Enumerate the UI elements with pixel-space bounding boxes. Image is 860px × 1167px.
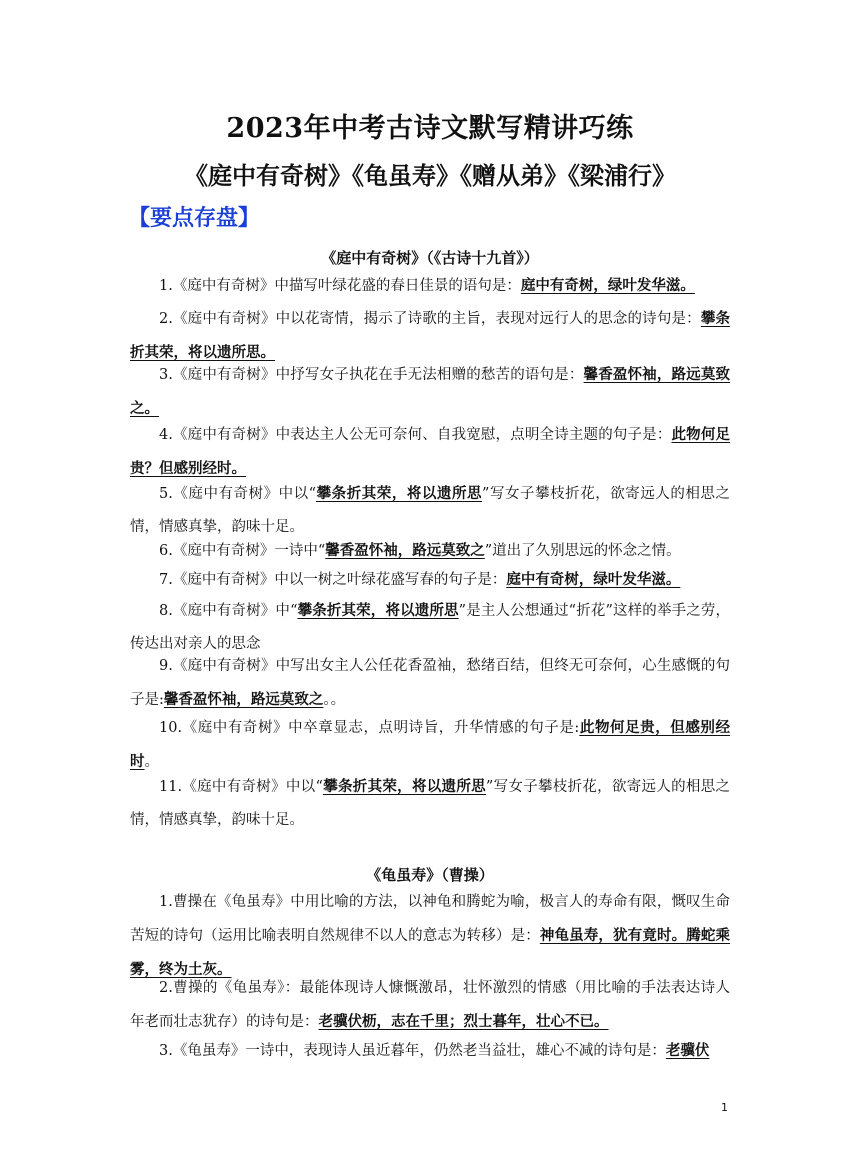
page-title: 2023年中考古诗文默写精讲巧练: [226, 113, 634, 144]
section-heading: 《龟虽寿》（曹操）: [366, 866, 494, 884]
item-answer: 此物何足贵，但感别经时: [130, 719, 730, 770]
item-answer: 神龟虽寿，犹有竟时。腾蛇乘雾，终为土灰。: [130, 927, 731, 978]
item-text: 5.《庭中有奇树》中以“: [159, 486, 317, 502]
item-text: 2.《庭中有奇树》中以花寄情，揭示了诗歌的主旨，表现对远行人的思念的诗句是：: [159, 311, 701, 327]
item-text: 8.《庭中有奇树》中“: [159, 603, 298, 619]
page-number: 1: [721, 1101, 728, 1114]
item-text: 2.曹操的《龟虽寿》：最能体现诗人慷慨激昂，壮怀激烈的情感（用比喻的手法表达诗人年老而壮志犹存）的诗句是：: [130, 980, 730, 1030]
item-text: 6.《庭中有奇树》一诗中“: [159, 543, 326, 559]
item-answer: 馨香盈怀袖，路远莫致之。: [130, 366, 730, 417]
item-answer: 攀条折其荣，将以遗所思: [322, 778, 486, 795]
list-item: [130, 650, 730, 717]
item-text: ”道出了久别思远的怀念之情。: [484, 543, 681, 559]
item-text: ”写女子攀枝折花，欲寄远人的相思之情，情感真挚，韵味十足。: [130, 486, 731, 535]
item-answer: 攀条折其荣，将以遗所思: [316, 485, 483, 502]
list-item: [130, 269, 730, 303]
item-text: 。。: [323, 692, 346, 708]
list-item: [130, 972, 730, 1039]
item-answer: 老骥伏枥，志在千里；烈士暮年，壮心不已。: [318, 1013, 609, 1030]
item-text: 10.《庭中有奇树》中卒章显志，点明诗旨，升华情感的句子是:: [159, 720, 580, 736]
item-text: 3.《龟虽寿》一诗中，表现诗人虽近暮年，仍然老当益壮，雄心不减的诗句是：: [159, 1043, 666, 1059]
item-text: 11.《庭中有奇树》中以“: [159, 779, 323, 795]
key-points-label: 【要点存盘】: [128, 206, 261, 231]
item-text: 。: [144, 754, 159, 770]
list-item: [130, 711, 730, 779]
item-answer: 庭中有奇树，绿叶发华滋。: [506, 571, 681, 588]
item-text: 7.《庭中有奇树》中以一树之叶绿花盛写春的句子是：: [159, 572, 507, 588]
list-item: [130, 358, 730, 426]
list-item: [130, 563, 730, 597]
item-text: ”是主人公想通过“折花”这样的举手之劳，传达出对亲人的思念: [130, 603, 730, 652]
item-answer: 馨香盈怀袖，路远莫致之: [325, 542, 485, 559]
item-answer: 庭中有奇树，绿叶发华滋。: [520, 277, 695, 294]
item-answer: 攀条折其荣，将以遗所思: [297, 602, 459, 619]
item-answer: 馨香盈怀袖，路远莫致之: [163, 691, 324, 708]
item-text: 9.《庭中有奇树》中写出女主人公任花香盈袖，愁绪百结，但终无可奈何，心生感慨的句子是:: [130, 658, 730, 708]
item-answer: 攀条折其荣，将以遗所思。: [130, 310, 730, 361]
item-text: ”写女子攀枝折花，欲寄远人的相思之情，情感真挚，韵味十足。: [130, 779, 731, 828]
item-text: 4.《庭中有奇树》中表达主人公无可奈何、自我宽慰，点明全诗主题的句子是：: [159, 427, 672, 443]
item-text: 3.《庭中有奇树》中抒写女子执花在手无法相赠的愁苦的语句是：: [159, 367, 584, 383]
item-text: 1.曹操在《龟虽寿》中用比喻的方法，以神龟和腾蛇为喻，极言人的寿命有限，慨叹生命苦短的诗句（运用比喻表明自然规律不以人的意志为转移）是：: [130, 894, 730, 944]
page-subtitle: 《庭中有奇树》《龟虽寿》《赠从弟》《梁浦行》: [184, 161, 676, 190]
list-item: [130, 418, 730, 486]
list-item: [130, 770, 730, 837]
item-answer: 此物何足贵？但感别经时。: [130, 426, 731, 477]
list-item: [130, 1034, 730, 1068]
section-heading: 《庭中有奇树》（《古诗十九首》）: [321, 249, 539, 267]
item-answer: 老骥伏: [665, 1042, 710, 1059]
item-text: 1.《庭中有奇树》中描写叶绿花盛的春日佳景的语句是：: [159, 278, 521, 294]
